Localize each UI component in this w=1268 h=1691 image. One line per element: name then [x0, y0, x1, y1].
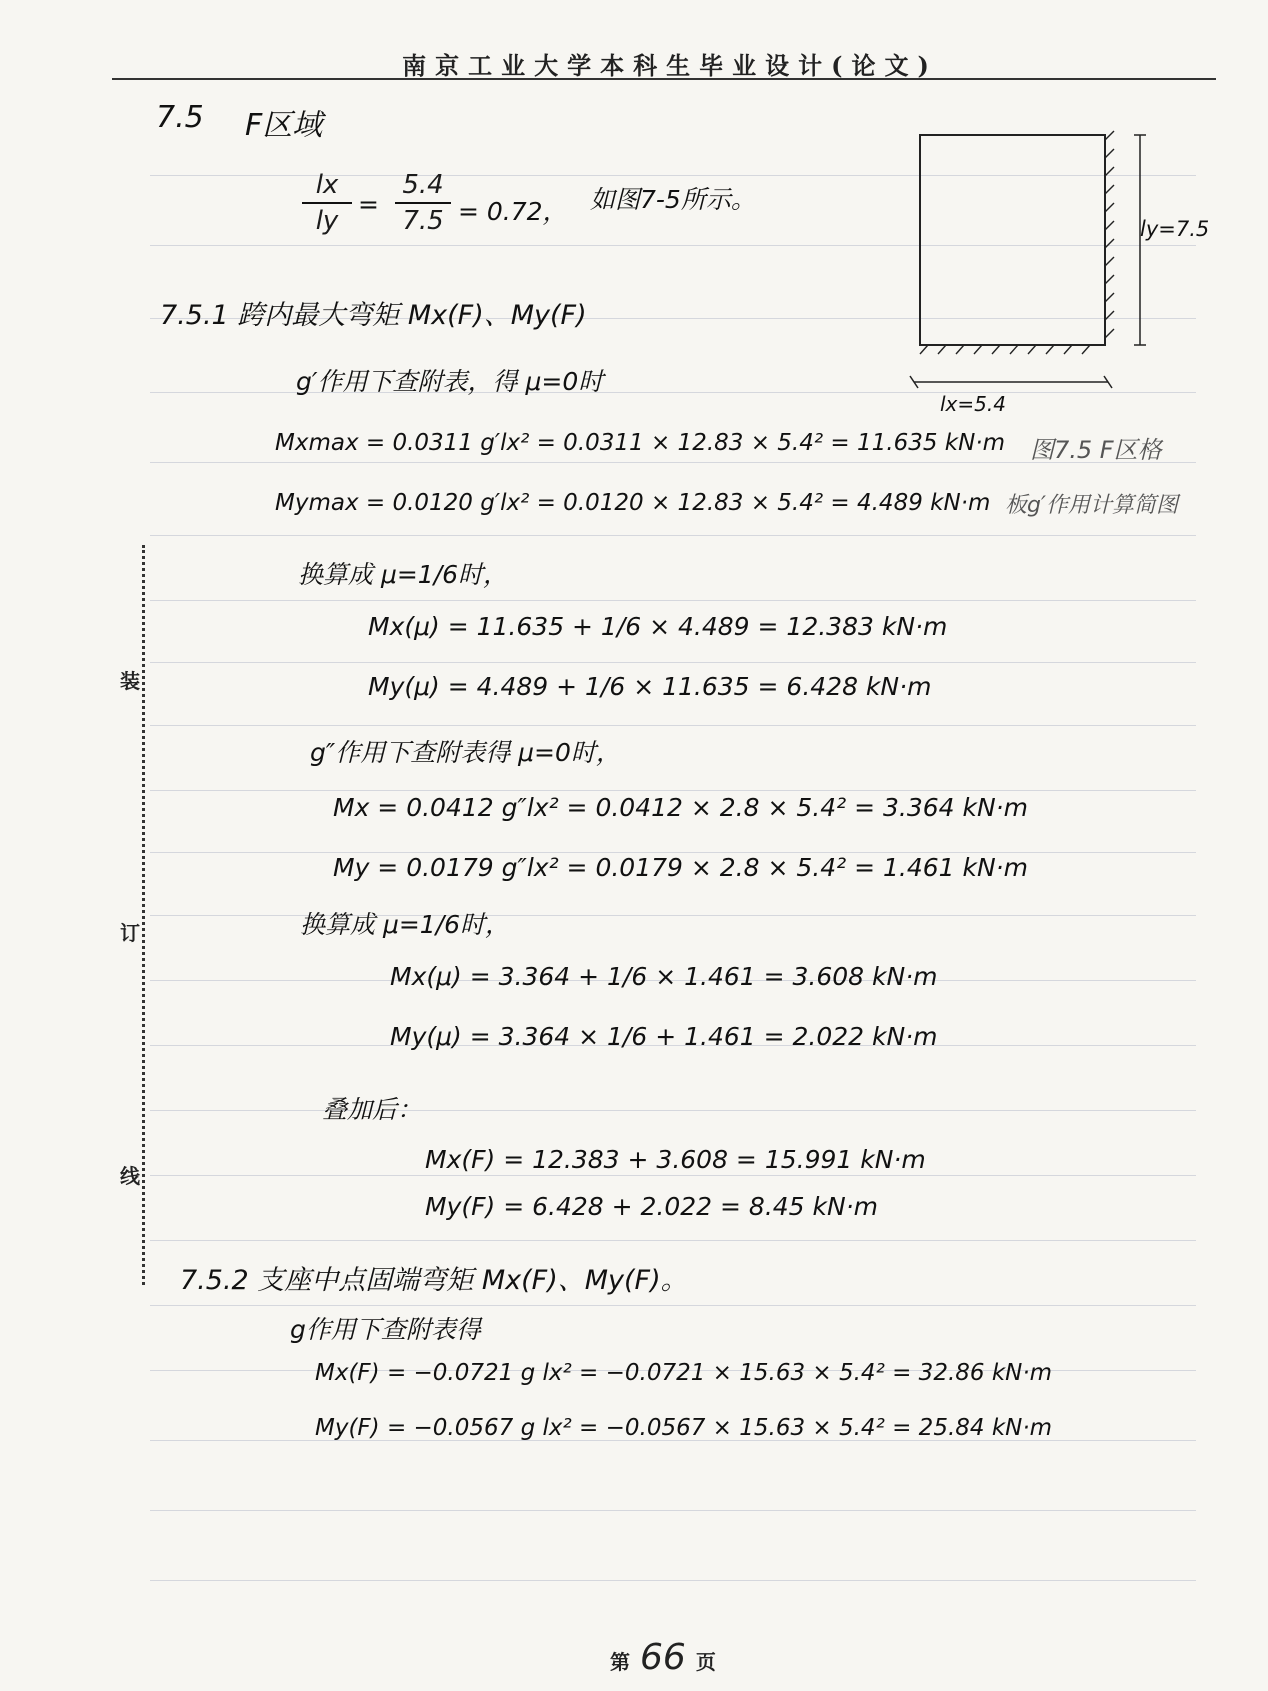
- conv1-my-equation: My(μ) = 4.489 + 1/6 × 11.635 = 6.428 kN·m: [368, 672, 932, 701]
- bottom-fixed-edge-hatching: [920, 345, 1090, 354]
- sum-my-equation: My(F) = 6.428 + 2.022 = 8.45 kN·m: [425, 1192, 879, 1221]
- binding-line: [142, 545, 145, 1285]
- plate-rectangle: [920, 135, 1105, 345]
- conv1-intro: 换算成 μ=1/6时，: [298, 560, 509, 589]
- g2-mx-equation: Mx = 0.0412 g″lx² = 0.0412 × 2.8 × 5.4² = 3.364 kN·m: [333, 793, 1028, 822]
- header-title: 南京工业大学本科生毕业设计(论文): [402, 51, 938, 80]
- g2-intro: g″作用下查附表得 μ=0时，: [310, 738, 621, 767]
- section-title: F区域: [245, 108, 323, 143]
- header-rule: [112, 78, 1216, 80]
- conv2-my-equation: My(μ) = 3.364 × 1/6 + 1.461 = 2.022 kN·m: [390, 1022, 938, 1051]
- ratio-note: 如图7-5所示。: [590, 185, 756, 214]
- binding-char-xian: 线: [120, 1164, 140, 1188]
- ratio-lhs-top: lx: [302, 170, 352, 204]
- footer-prefix: 第: [610, 1650, 630, 1674]
- sum-mx-equation: Mx(F) = 12.383 + 3.608 = 15.991 kN·m: [425, 1145, 926, 1174]
- ratio-lhs-bottom: ly: [315, 206, 339, 236]
- page-number: 66: [640, 1637, 686, 1678]
- g2-my-equation: My = 0.0179 g″lx² = 0.0179 × 2.8 × 5.4² = 1.461 kN·m: [333, 853, 1028, 882]
- figure-caption-line1: 图7.5 F区格: [1030, 436, 1162, 464]
- g1-intro: g′作用下查附表，得 μ=0时: [296, 367, 604, 396]
- binding-char-ding: 订: [120, 921, 140, 945]
- figure-caption-line2: 板g′作用计算简图: [1005, 493, 1178, 518]
- ratio-mid-top: 5.4: [395, 170, 451, 204]
- g1-my-equation: Mymax = 0.0120 g′lx² = 0.0120 × 12.83 × 5.4² = 4.489 kN·m: [275, 490, 991, 516]
- ly-label: ly=7.5: [1140, 217, 1210, 241]
- subsection-752-heading: 7.5.2 支座中点固端弯矩 Mx(F)、My(F)。: [180, 1265, 688, 1296]
- conv2-mx-equation: Mx(μ) = 3.364 + 1/6 × 1.461 = 3.608 kN·m: [390, 962, 938, 991]
- ratio-mid: [395, 170, 451, 236]
- section-number: 7.5: [156, 100, 204, 135]
- conv1-mx-equation: Mx(μ) = 11.635 + 1/6 × 4.489 = 12.383 kN·m: [368, 612, 948, 641]
- ratio-mid-bottom: 7.5: [402, 206, 444, 236]
- right-fixed-edge-hatching: [1105, 131, 1114, 338]
- footer-suffix: 页: [695, 1650, 716, 1674]
- conv2-intro: 换算成 μ=1/6时，: [300, 910, 511, 939]
- page-footer: [610, 1637, 716, 1678]
- sum-intro: 叠加后：: [322, 1095, 423, 1124]
- sub2-mx-equation: Mx(F) = −0.0721 g lx² = −0.0721 × 15.63 × 5.4² = 32.86 kN·m: [315, 1360, 1053, 1386]
- ratio-lhs: [302, 170, 352, 236]
- equals-sign: =: [358, 190, 379, 219]
- plate-diagram: [900, 120, 1180, 400]
- g1-mx-equation: Mxmax = 0.0311 g′lx² = 0.0311 × 12.83 × 5.4² = 11.635 kN·m: [275, 430, 1006, 456]
- binding-char-zhuang: 装: [120, 669, 140, 693]
- ratio-result: = 0.72，: [458, 197, 568, 226]
- subsection-751-heading: 7.5.1 跨内最大弯矩 Mx(F)、My(F): [160, 300, 587, 331]
- lx-label: lx=5.4: [940, 392, 1006, 416]
- sub2-intro: g作用下查附表得: [290, 1315, 481, 1344]
- sub2-my-equation: My(F) = −0.0567 g lx² = −0.0567 × 15.63 × 5.4² = 25.84 kN·m: [315, 1415, 1053, 1441]
